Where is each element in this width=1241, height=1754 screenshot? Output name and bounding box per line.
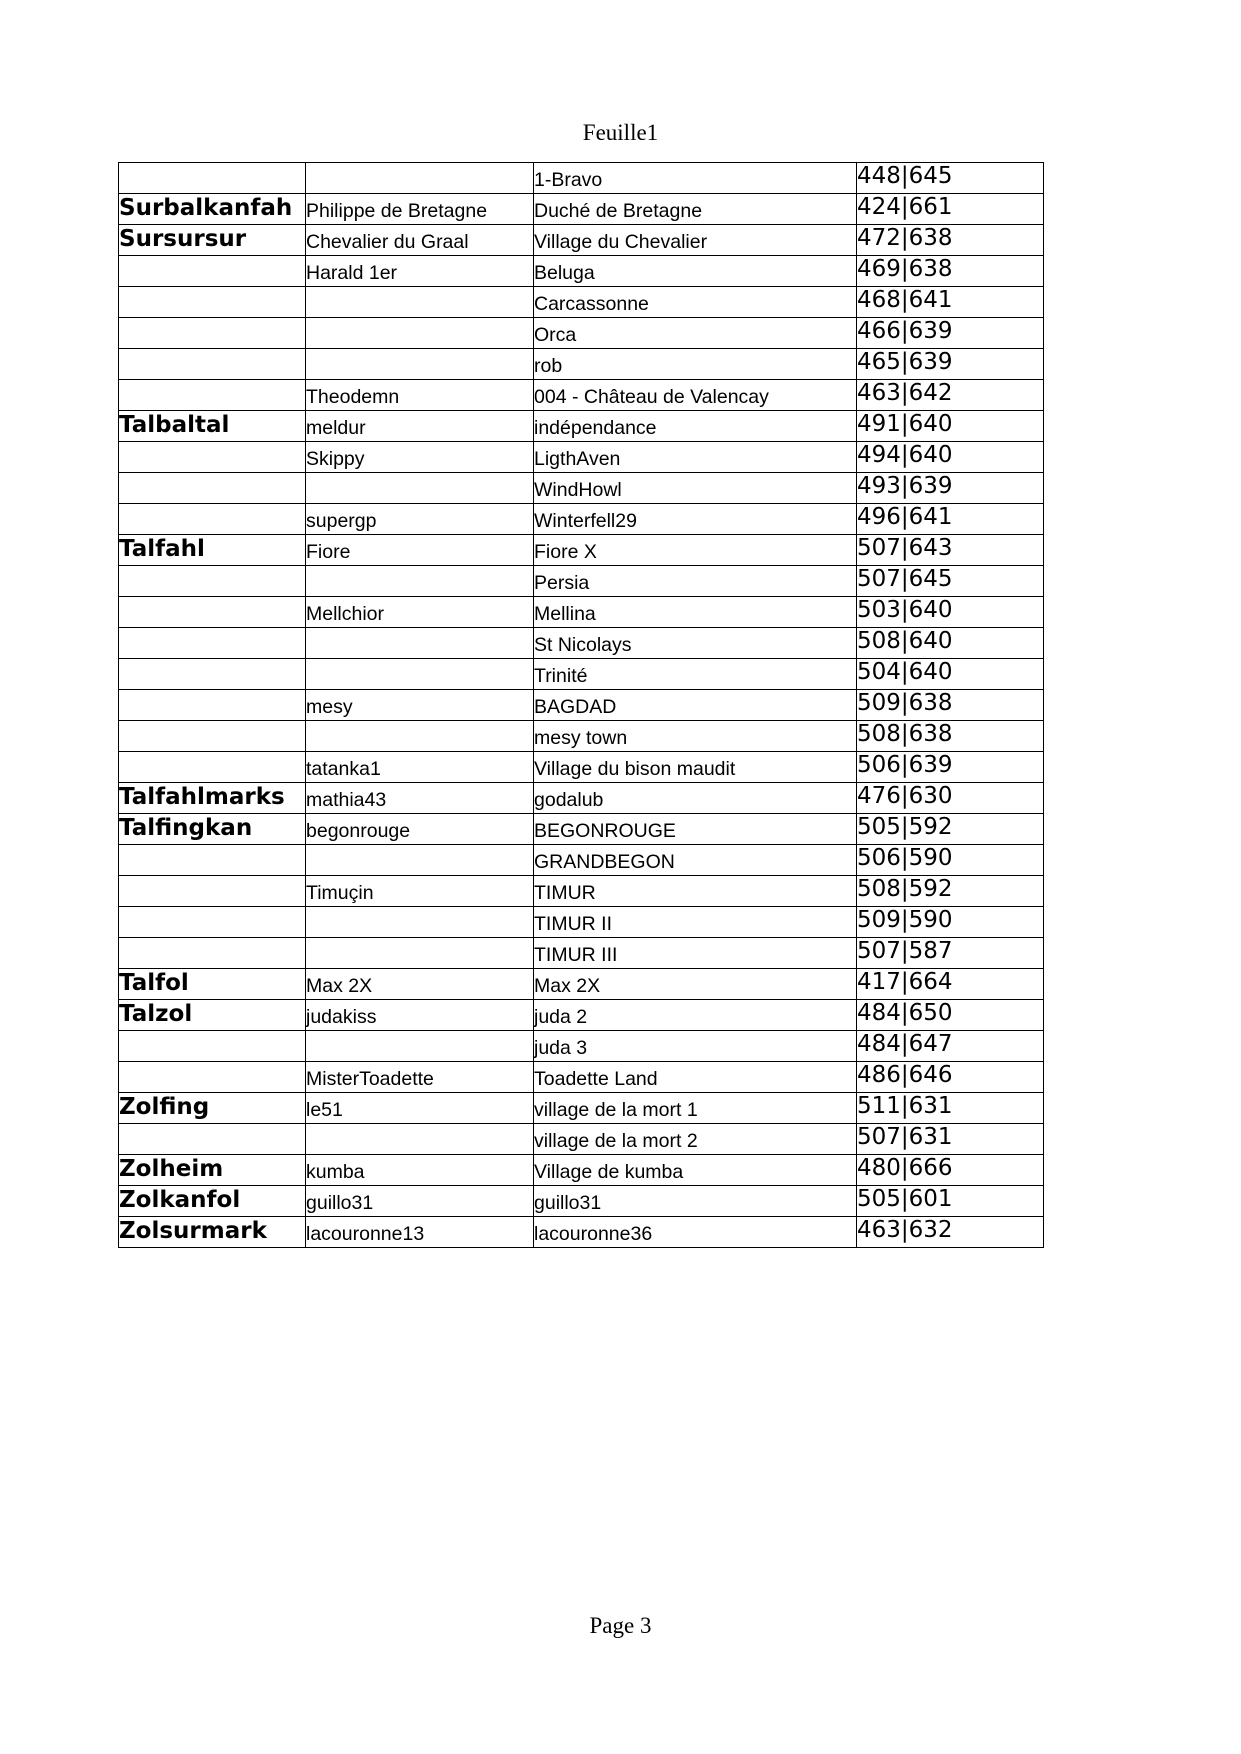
table-row [119, 690, 1044, 721]
player-cell: Harald 1er [306, 256, 534, 287]
village-cell: mesy town [534, 721, 857, 752]
village-cell: godalub [534, 783, 857, 814]
alliance-cell [119, 876, 306, 907]
table-row [119, 225, 1044, 256]
table-row [119, 380, 1044, 411]
alliance-cell: Zolkanfol [119, 1186, 306, 1217]
alliance-cell [119, 318, 306, 349]
player-cell: Theodemn [306, 380, 534, 411]
player-cell [306, 318, 534, 349]
coords-cell: 484|650 [857, 1000, 1044, 1031]
coords-cell: 448|645 [857, 163, 1044, 194]
alliance-cell [119, 1062, 306, 1093]
player-cell [306, 938, 534, 969]
coords-cell: 476|630 [857, 783, 1044, 814]
sheet-title: Feuille1 [582, 120, 659, 145]
coords-cell: 509|590 [857, 907, 1044, 938]
table-row [119, 1186, 1044, 1217]
village-cell: Mellina [534, 597, 857, 628]
alliance-cell [119, 845, 306, 876]
table-row [119, 1031, 1044, 1062]
player-cell [306, 845, 534, 876]
player-cell: Skippy [306, 442, 534, 473]
player-cell [306, 1031, 534, 1062]
alliance-cell [119, 659, 306, 690]
village-cell: guillo31 [534, 1186, 857, 1217]
table-row [119, 1093, 1044, 1124]
table-row [119, 163, 1044, 194]
data-table [118, 162, 1044, 1248]
village-cell: Orca [534, 318, 857, 349]
village-cell: BAGDAD [534, 690, 857, 721]
player-cell: lacouronne13 [306, 1217, 534, 1248]
player-cell [306, 907, 534, 938]
table-row [119, 628, 1044, 659]
village-cell: Toadette Land [534, 1062, 857, 1093]
coords-cell: 493|639 [857, 473, 1044, 504]
alliance-cell: Talfol [119, 969, 306, 1000]
alliance-cell [119, 752, 306, 783]
alliance-cell [119, 566, 306, 597]
table-row [119, 907, 1044, 938]
player-cell [306, 628, 534, 659]
coords-cell: 463|642 [857, 380, 1044, 411]
coords-cell: 468|641 [857, 287, 1044, 318]
alliance-cell: Talfahl [119, 535, 306, 566]
table-row [119, 318, 1044, 349]
player-cell [306, 721, 534, 752]
player-cell: guillo31 [306, 1186, 534, 1217]
table-row [119, 597, 1044, 628]
coords-cell: 509|638 [857, 690, 1044, 721]
alliance-cell [119, 163, 306, 194]
coords-cell: 506|639 [857, 752, 1044, 783]
coords-cell: 480|666 [857, 1155, 1044, 1186]
table-row [119, 504, 1044, 535]
table-row [119, 969, 1044, 1000]
coords-cell: 424|661 [857, 194, 1044, 225]
table-row [119, 659, 1044, 690]
alliance-cell [119, 1031, 306, 1062]
coords-cell: 466|639 [857, 318, 1044, 349]
table-row [119, 535, 1044, 566]
village-cell: TIMUR III [534, 938, 857, 969]
table-row [119, 411, 1044, 442]
alliance-cell [119, 628, 306, 659]
coords-cell: 508|640 [857, 628, 1044, 659]
village-cell: village de la mort 2 [534, 1124, 857, 1155]
coords-cell: 508|592 [857, 876, 1044, 907]
table-row [119, 349, 1044, 380]
village-cell: LigthAven [534, 442, 857, 473]
village-cell: indépendance [534, 411, 857, 442]
alliance-cell [119, 380, 306, 411]
village-cell: Village du Chevalier [534, 225, 857, 256]
player-cell: le51 [306, 1093, 534, 1124]
village-cell: Max 2X [534, 969, 857, 1000]
player-cell [306, 566, 534, 597]
player-cell: begonrouge [306, 814, 534, 845]
player-cell: mesy [306, 690, 534, 721]
player-cell: judakiss [306, 1000, 534, 1031]
coords-cell: 486|646 [857, 1062, 1044, 1093]
table-row [119, 473, 1044, 504]
alliance-cell: Talfahlmarks [119, 783, 306, 814]
village-cell: lacouronne36 [534, 1217, 857, 1248]
village-cell: GRANDBEGON [534, 845, 857, 876]
player-cell [306, 1124, 534, 1155]
alliance-cell [119, 287, 306, 318]
player-cell: kumba [306, 1155, 534, 1186]
alliance-cell: Talfingkan [119, 814, 306, 845]
page-number: Page 3 [589, 1613, 652, 1638]
coords-cell: 508|638 [857, 721, 1044, 752]
alliance-cell [119, 349, 306, 380]
coords-cell: 507|631 [857, 1124, 1044, 1155]
table-row [119, 814, 1044, 845]
table-row [119, 783, 1044, 814]
village-cell: BEGONROUGE [534, 814, 857, 845]
village-cell: St Nicolays [534, 628, 857, 659]
player-cell [306, 163, 534, 194]
table-row [119, 287, 1044, 318]
player-cell: Fiore [306, 535, 534, 566]
player-cell [306, 287, 534, 318]
coords-cell: 496|641 [857, 504, 1044, 535]
coords-cell: 507|587 [857, 938, 1044, 969]
village-cell: rob [534, 349, 857, 380]
coords-cell: 507|643 [857, 535, 1044, 566]
alliance-cell [119, 442, 306, 473]
village-cell: Fiore X [534, 535, 857, 566]
table-row [119, 566, 1044, 597]
player-cell: supergp [306, 504, 534, 535]
alliance-cell [119, 938, 306, 969]
village-cell: juda 3 [534, 1031, 857, 1062]
village-cell: Winterfell29 [534, 504, 857, 535]
player-cell [306, 349, 534, 380]
player-cell: Philippe de Bretagne [306, 194, 534, 225]
coords-cell: 507|645 [857, 566, 1044, 597]
alliance-cell [119, 504, 306, 535]
alliance-cell [119, 690, 306, 721]
coords-cell: 465|639 [857, 349, 1044, 380]
table-row [119, 1155, 1044, 1186]
coords-cell: 491|640 [857, 411, 1044, 442]
table-row [119, 194, 1044, 225]
player-cell: mathia43 [306, 783, 534, 814]
player-cell: tatanka1 [306, 752, 534, 783]
table-row [119, 442, 1044, 473]
alliance-cell [119, 256, 306, 287]
village-cell: WindHowl [534, 473, 857, 504]
alliance-cell: Talzol [119, 1000, 306, 1031]
village-cell: Trinité [534, 659, 857, 690]
table-row [119, 256, 1044, 287]
table-row [119, 1062, 1044, 1093]
coords-cell: 503|640 [857, 597, 1044, 628]
table-row [119, 1124, 1044, 1155]
coords-cell: 505|601 [857, 1186, 1044, 1217]
alliance-cell: Zolsurmark [119, 1217, 306, 1248]
table-row [119, 876, 1044, 907]
table-row [119, 1217, 1044, 1248]
table-row [119, 938, 1044, 969]
alliance-cell: Surbalkanfah [119, 194, 306, 225]
alliance-cell [119, 907, 306, 938]
alliance-cell: Zolheim [119, 1155, 306, 1186]
village-cell: Carcassonne [534, 287, 857, 318]
table-row [119, 1000, 1044, 1031]
village-cell: 004 - Château de Valencay [534, 380, 857, 411]
coords-cell: 463|632 [857, 1217, 1044, 1248]
coords-cell: 511|631 [857, 1093, 1044, 1124]
player-cell [306, 659, 534, 690]
alliance-cell: Talbaltal [119, 411, 306, 442]
coords-cell: 472|638 [857, 225, 1044, 256]
coords-cell: 494|640 [857, 442, 1044, 473]
coords-cell: 469|638 [857, 256, 1044, 287]
village-cell: Village de kumba [534, 1155, 857, 1186]
coords-cell: 484|647 [857, 1031, 1044, 1062]
player-cell: Chevalier du Graal [306, 225, 534, 256]
village-cell: TIMUR [534, 876, 857, 907]
table-body [119, 163, 1044, 1248]
player-cell: Timuçin [306, 876, 534, 907]
village-cell: Village du bison maudit [534, 752, 857, 783]
coords-cell: 504|640 [857, 659, 1044, 690]
alliance-cell [119, 721, 306, 752]
player-cell: meldur [306, 411, 534, 442]
alliance-cell: Sursursur [119, 225, 306, 256]
player-cell: Mellchior [306, 597, 534, 628]
table-row [119, 721, 1044, 752]
village-cell: juda 2 [534, 1000, 857, 1031]
alliance-cell [119, 473, 306, 504]
coords-cell: 417|664 [857, 969, 1044, 1000]
village-cell: Beluga [534, 256, 857, 287]
village-cell: Duché de Bretagne [534, 194, 857, 225]
village-cell: TIMUR II [534, 907, 857, 938]
village-cell: 1-Bravo [534, 163, 857, 194]
table-row [119, 752, 1044, 783]
alliance-cell: Zolfing [119, 1093, 306, 1124]
village-cell: Persia [534, 566, 857, 597]
player-cell: MisterToadette [306, 1062, 534, 1093]
village-cell: village de la mort 1 [534, 1093, 857, 1124]
player-cell: Max 2X [306, 969, 534, 1000]
coords-cell: 506|590 [857, 845, 1044, 876]
table-row [119, 845, 1044, 876]
player-cell [306, 473, 534, 504]
alliance-cell [119, 1124, 306, 1155]
alliance-cell [119, 597, 306, 628]
coords-cell: 505|592 [857, 814, 1044, 845]
